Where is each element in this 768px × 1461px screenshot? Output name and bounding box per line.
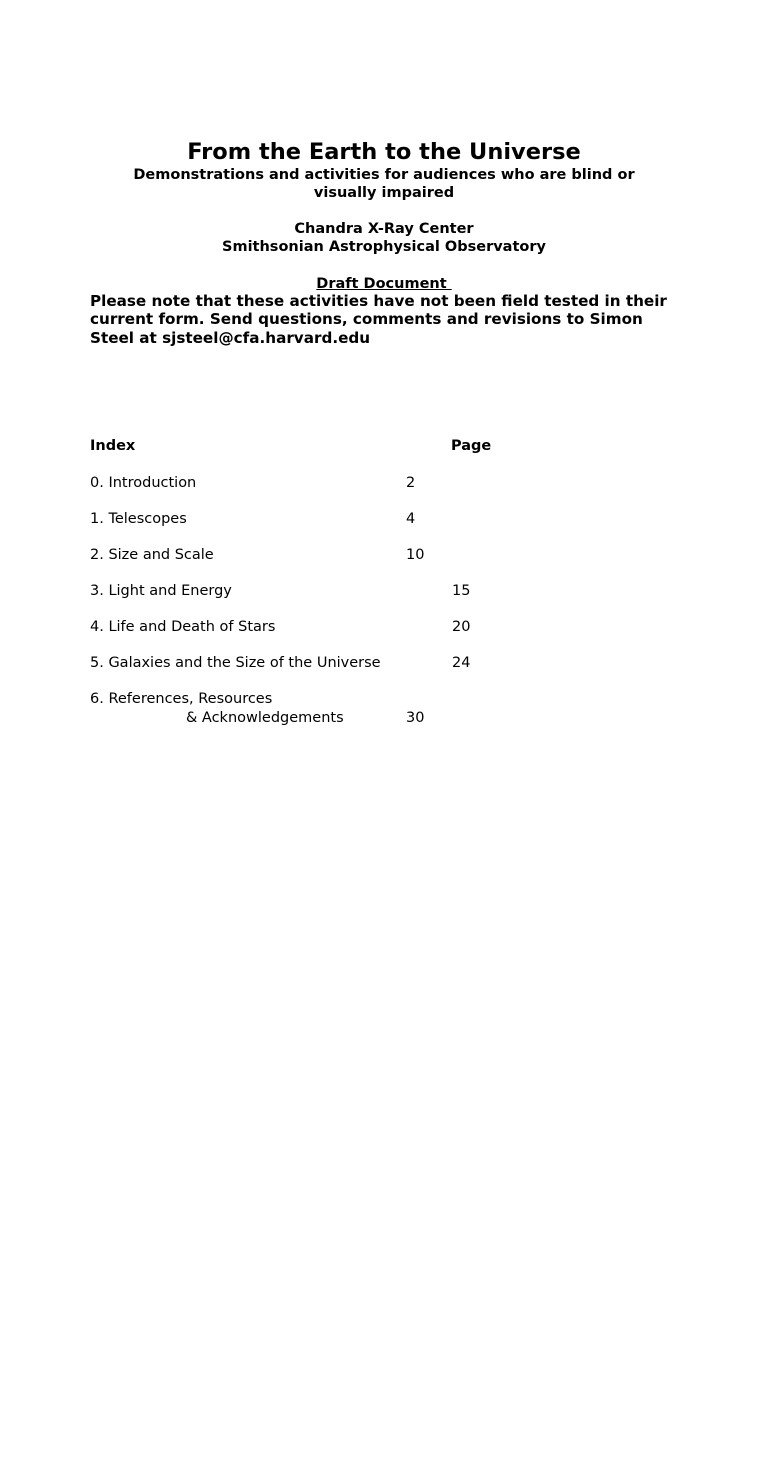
toc-entry-page: 24 (452, 655, 471, 671)
toc-entry-page: 15 (452, 583, 471, 599)
organization-line-1: Chandra X-Ray Center (294, 221, 474, 237)
toc-entry-title: 5. Galaxies and the Size of the Universe (90, 655, 381, 671)
draft-heading-text: Draft Document (316, 276, 452, 292)
toc-entry-page: 30 (406, 710, 425, 726)
toc-entry-page: 4 (406, 511, 416, 527)
toc-entry-page: 2 (406, 475, 416, 491)
toc-entry-title: 3. Light and Energy (90, 583, 232, 599)
toc-entry-title-continuation: & Acknowledgements (186, 710, 344, 726)
organization-line-2: Smithsonian Astrophysical Observatory (222, 239, 546, 255)
toc-entry-title: 0. Introduction (90, 475, 197, 491)
toc-entry-title: 4. Life and Death of Stars (90, 619, 276, 635)
document-subtitle: Demonstrations and activities for audiences who are blind or visually impaired (133, 167, 635, 201)
page-column-header: Page (451, 438, 492, 454)
document-title: From the Earth to the Universe (187, 139, 581, 165)
toc-entry-page: 10 (406, 547, 425, 563)
draft-note: Please note that these activities have not been field tested in their current form. Send questions, comments and revisions to Simon Steel at sjsteel@cfa.harvard.edu (90, 292, 667, 347)
draft-heading (0, 275, 768, 293)
toc-entry-page: 20 (452, 619, 471, 635)
toc-entry-title: 2. Size and Scale (90, 547, 214, 563)
toc-entry-title: 6. References, Resources (90, 691, 273, 707)
toc-entry-title: 1. Telescopes (90, 511, 187, 527)
index-column-header: Index (90, 438, 136, 454)
